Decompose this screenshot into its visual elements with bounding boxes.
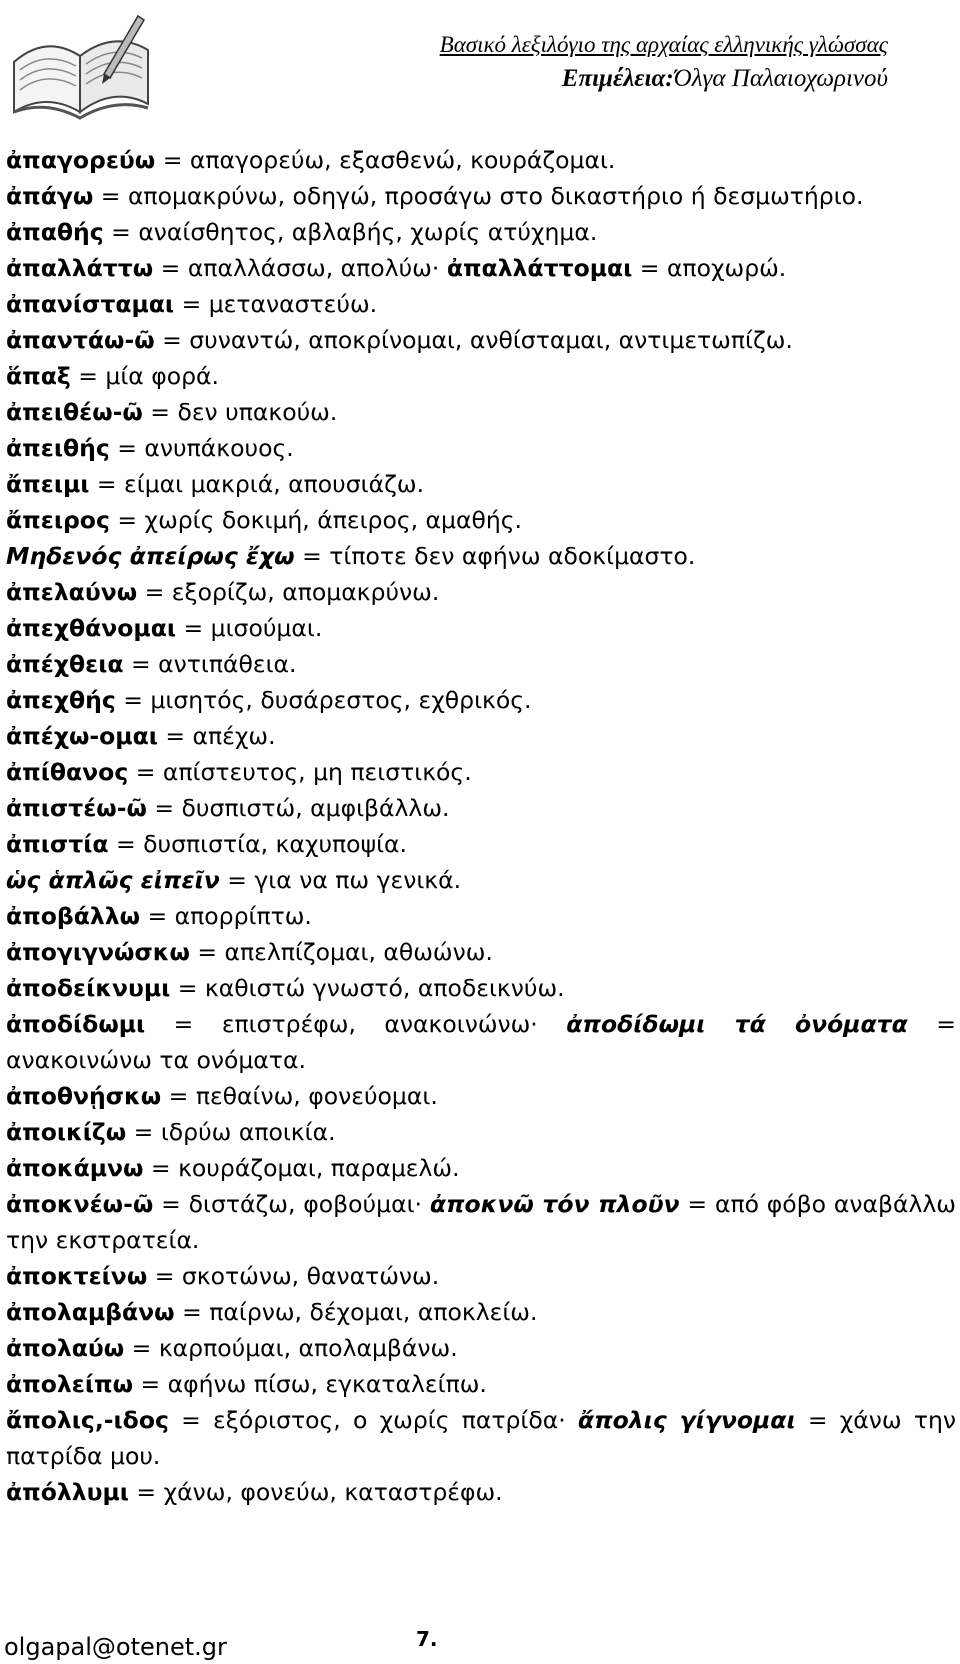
definition: = καρπούμαι, απολαμβάνω. xyxy=(124,1334,458,1362)
glossary-entry xyxy=(6,1258,956,1294)
headword: ἀπίθανος xyxy=(6,758,129,786)
definition: = πεθαίνω, φονεύομαι. xyxy=(161,1082,438,1110)
glossary-entry xyxy=(6,826,956,862)
definition: = δυσπιστώ, αμφιβάλλω. xyxy=(146,794,450,822)
headword: ἀποδίδωμι xyxy=(6,1010,146,1038)
headword: ἀπαντάω-ῶ xyxy=(6,326,155,354)
glossary-entry xyxy=(6,430,956,466)
glossary-entry xyxy=(6,214,956,250)
headword: ἀποικίζω xyxy=(6,1118,127,1146)
definition: = ανακοινώνω τα ονόματα. xyxy=(6,1010,956,1074)
headword: ἄπολις,-ιδος xyxy=(6,1406,169,1434)
glossary-entry xyxy=(6,178,956,214)
glossary-entry xyxy=(6,1186,956,1258)
glossary-entry xyxy=(6,1150,956,1186)
glossary-entry xyxy=(6,610,956,646)
phrase: ὡς ἁπλῶς εἰπεῖν xyxy=(6,866,220,894)
editor-label: Επιμέλεια: xyxy=(561,65,674,92)
footer-email: olgapal@otenet.gr xyxy=(4,1633,227,1661)
headword: ἀπαθής xyxy=(6,218,104,246)
headword: ἀπεχθάνομαι xyxy=(6,614,177,642)
definition: = μεταναστεύω. xyxy=(174,290,378,318)
glossary-entry xyxy=(6,1366,956,1402)
glossary-entry xyxy=(6,934,956,970)
glossary-entry xyxy=(6,250,956,286)
headword: ἀπέχω-ομαι xyxy=(6,722,158,750)
glossary-entry xyxy=(6,646,956,682)
headword: ἄπειρος xyxy=(6,506,110,534)
phrase: ἀποκνῶ τόν πλοῦν xyxy=(429,1190,680,1218)
definition: = τίποτε δεν αφήνω αδοκίμαστο. xyxy=(294,542,696,570)
definition: = διστάζω, φοβούμαι· xyxy=(153,1190,430,1218)
definition: = από φόβο αναβάλλω την εκστρατεία. xyxy=(6,1190,956,1254)
headword: ἀπιστία xyxy=(6,830,109,858)
glossary-entry xyxy=(6,286,956,322)
definition: = μία φορά. xyxy=(70,362,220,390)
glossary-entry xyxy=(6,754,956,790)
definition: = συναντώ, αποκρίνομαι, ανθίσταμαι, αντιμετωπίζω. xyxy=(154,326,793,354)
headword: ἀποβάλλω xyxy=(6,902,141,930)
headword: ἀπόλλυμι xyxy=(6,1478,129,1506)
glossary-entry xyxy=(6,358,956,394)
glossary-entry xyxy=(6,682,956,718)
headword: ἀπελαύνω xyxy=(6,578,138,606)
glossary-entry xyxy=(6,862,956,898)
headword: ἅπαξ xyxy=(6,362,71,390)
glossary-entry xyxy=(6,322,956,358)
definition: = απίστευτος, μη πειστικός. xyxy=(128,758,472,786)
definition: = παίρνω, δέχομαι, αποκλείω. xyxy=(174,1298,538,1326)
definition: = αποχωρώ. xyxy=(632,254,787,282)
glossary-entry xyxy=(6,466,956,502)
headword: ἀπειθής xyxy=(6,434,110,462)
glossary-entry xyxy=(6,970,956,1006)
document-title: Βασικό λεξιλόγιο της αρχαίας ελληνικής γλώσσας xyxy=(439,32,888,57)
definition: = απελπίζομαι, αθωώνω. xyxy=(189,938,493,966)
glossary-entry xyxy=(6,1330,956,1366)
glossary-entry xyxy=(6,502,956,538)
headword: ἀποκάμνω xyxy=(6,1154,144,1182)
headword: ἀπέχθεια xyxy=(6,650,124,678)
phrase: ἀποδίδωμι τά ὀνόματα xyxy=(566,1010,908,1038)
headword: ἀποθνῄσκω xyxy=(6,1082,162,1110)
definition: = κουράζομαι, παραμελώ. xyxy=(143,1154,460,1182)
headword: ἀπαγορεύω xyxy=(6,146,156,174)
glossary-entry xyxy=(6,538,956,574)
phrase: Μηδενός ἀπείρως ἔχω xyxy=(6,542,295,570)
definition: = για να πω γενικά. xyxy=(219,866,462,894)
glossary-entry xyxy=(6,790,956,826)
definition: = αντιπάθεια. xyxy=(123,650,297,678)
definition: = ανυπάκουος. xyxy=(109,434,294,462)
definition: = χάνω την πατρίδα μου. xyxy=(6,1406,956,1470)
definition: = χωρίς δοκιμή, άπειρος, αμαθής. xyxy=(109,506,523,534)
definition: = απαλλάσσω, απολύω· xyxy=(153,254,447,282)
definition: = καθιστώ γνωστό, αποδεικνύω. xyxy=(170,974,565,1002)
headword: ἀπολαμβάνω xyxy=(6,1298,175,1326)
glossary-entry xyxy=(6,1294,956,1330)
definition: = απαγορεύω, εξασθενώ, κουράζομαι. xyxy=(155,146,616,174)
definition: = απομακρύνω, οδηγώ, προσάγω στο δικαστήριο ή δεσμωτήριο. xyxy=(93,182,864,210)
headword: ἀπάγω xyxy=(6,182,94,210)
headword: ἀποδείκνυμι xyxy=(6,974,171,1002)
open-book-icon xyxy=(6,4,156,124)
headword: ἀπανίσταμαι xyxy=(6,290,175,318)
definition: = αναίσθητος, αβλαβής, χωρίς ατύχημα. xyxy=(103,218,598,246)
definition: = δεν υπακούω. xyxy=(142,398,338,426)
definition: = είμαι μακριά, απουσιάζω. xyxy=(89,470,425,498)
definition: = εξορίζω, απομακρύνω. xyxy=(137,578,440,606)
headword: ἀπειθέω-ῶ xyxy=(6,398,143,426)
glossary-entry xyxy=(6,1078,956,1114)
glossary-entry xyxy=(6,1402,956,1474)
glossary-entry xyxy=(6,394,956,430)
definition: = αφήνω πίσω, εγκαταλείπω. xyxy=(133,1370,487,1398)
headword: ἀπαλλάττομαι xyxy=(446,254,633,282)
headword: ἀπολαύω xyxy=(6,1334,125,1362)
headword: ἀποκνέω-ῶ xyxy=(6,1190,154,1218)
definition: = μισητός, δυσάρεστος, εχθρικός. xyxy=(115,686,532,714)
headword: ἀπολείπω xyxy=(6,1370,134,1398)
glossary-entry xyxy=(6,1006,956,1078)
definition: = μισούμαι. xyxy=(176,614,323,642)
editor-name: Όλγα Παλαιοχωρινού xyxy=(673,65,888,92)
glossary-entry xyxy=(6,898,956,934)
headword: ἄπειμι xyxy=(6,470,90,498)
definition: = σκοτώνω, θανατώνω. xyxy=(147,1262,440,1290)
glossary-entry xyxy=(6,1114,956,1150)
glossary-entry xyxy=(6,142,956,178)
definition: = εξόριστος, ο χωρίς πατρίδα· xyxy=(168,1406,578,1434)
phrase: ἄπολις γίγνομαι xyxy=(577,1406,796,1434)
glossary-entry xyxy=(6,1474,956,1510)
definition: = δυσπιστία, καχυποψία. xyxy=(108,830,407,858)
headword: ἀπεχθής xyxy=(6,686,116,714)
headword: ἀπιστέω-ῶ xyxy=(6,794,147,822)
page-header xyxy=(440,30,888,96)
glossary-entry xyxy=(6,574,956,610)
page-number: 7. xyxy=(416,1627,438,1651)
definition: = απέχω. xyxy=(157,722,276,750)
headword: ἀποκτείνω xyxy=(6,1262,148,1290)
definition: = απορρίπτω. xyxy=(140,902,312,930)
headword: ἀπαλλάττω xyxy=(6,254,154,282)
definition: = επιστρέφω, ανακοινώνω· xyxy=(145,1010,567,1038)
glossary-entry xyxy=(6,718,956,754)
glossary-list xyxy=(6,142,956,1510)
editor-credit xyxy=(440,62,888,96)
definition: = ιδρύω αποικία. xyxy=(126,1118,336,1146)
definition: = χάνω, φονεύω, καταστρέφω. xyxy=(128,1478,503,1506)
headword: ἀπογιγνώσκω xyxy=(6,938,190,966)
